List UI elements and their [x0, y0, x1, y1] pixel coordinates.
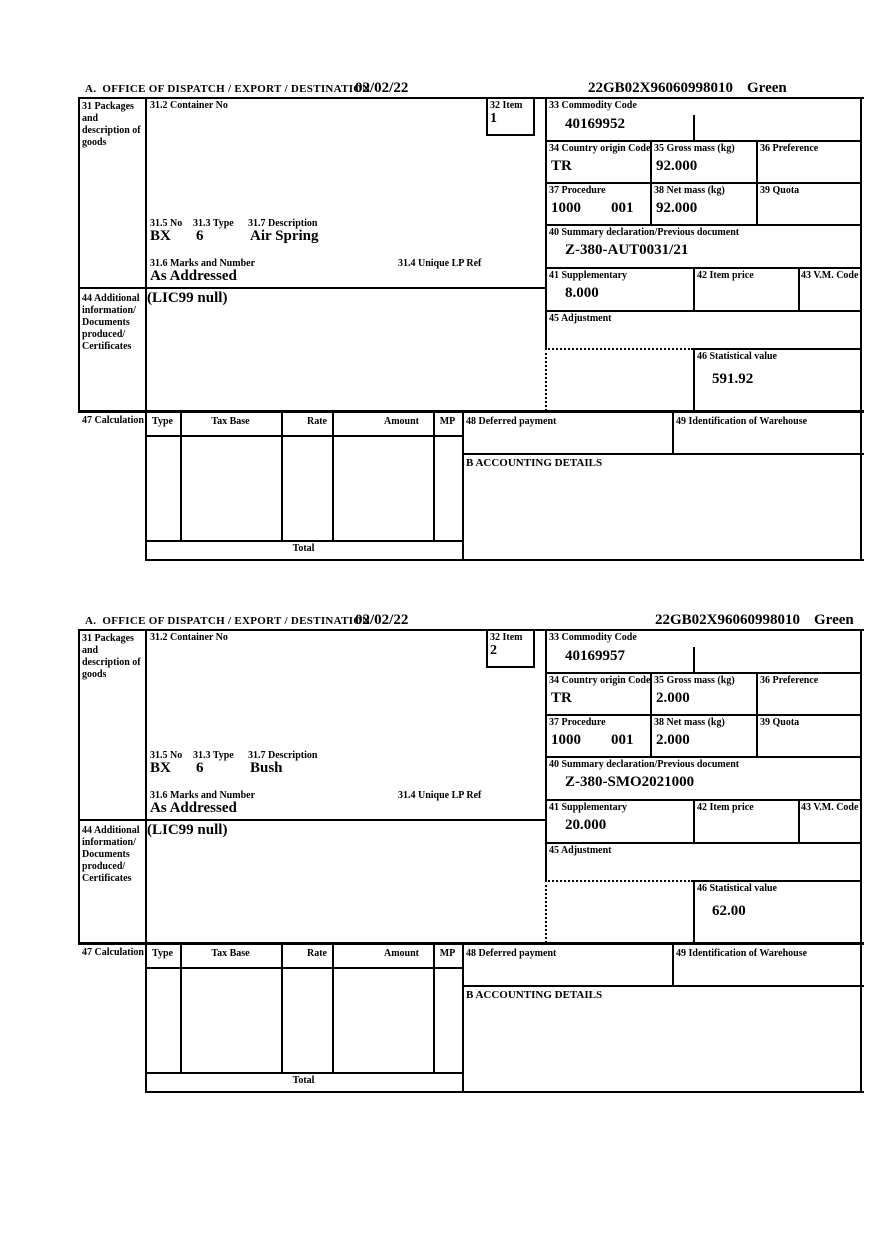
divider-line	[145, 559, 864, 561]
label-accounting-details: B ACCOUNTING DETAILS	[466, 457, 603, 469]
label-net-mass: 38 Net mass (kg)	[654, 185, 725, 196]
label-item: 32 Item	[490, 100, 523, 111]
divider-line	[672, 412, 674, 453]
label-calculation: 47 Calculation	[82, 947, 144, 958]
divider-line	[78, 287, 545, 289]
label-marks-number: 31.6 Marks and Number	[150, 258, 256, 269]
divider-line	[78, 629, 80, 944]
divider-line	[78, 942, 864, 945]
divider-line	[462, 453, 864, 455]
commodity-code-value: 40169952	[565, 116, 625, 132]
label-item-price: 42 Item price	[697, 270, 754, 281]
label-container-no: 31.2 Container No	[150, 632, 228, 643]
divider-line	[145, 540, 464, 542]
divider-line	[281, 944, 283, 1072]
label-preference: 36 Preference	[760, 143, 819, 154]
divider-line	[145, 967, 464, 969]
column-header-rate: Rate	[307, 416, 327, 427]
previous-document-value: Z-380-AUT0031/21	[565, 242, 689, 258]
divider-line	[145, 1091, 864, 1093]
divider-line	[78, 410, 864, 413]
divider-line	[798, 799, 800, 842]
routing-status: Green	[747, 80, 787, 96]
label-quota: 39 Quota	[760, 185, 800, 196]
label-procedure: 37 Procedure	[549, 185, 606, 196]
label-commodity-code: 33 Commodity Code	[549, 100, 637, 111]
label-vm-code: 43 V.M. Code	[801, 802, 859, 813]
mrn-number: 22GB02X96060998010	[655, 612, 801, 628]
label-commodity-code: 33 Commodity Code	[549, 632, 637, 643]
label-marks-number: 31.6 Marks and Number	[150, 790, 256, 801]
office-of-dispatch-title: A. OFFICE OF DISPATCH / EXPORT / DESTINATION	[85, 615, 371, 627]
divider-line	[545, 97, 547, 348]
divider-line	[756, 672, 758, 756]
divider-line	[78, 819, 545, 821]
divider-line	[693, 348, 695, 411]
divider-line	[433, 412, 435, 540]
supplementary-value: 20.000	[565, 817, 607, 833]
divider-line	[486, 629, 488, 666]
divider-line	[145, 97, 147, 561]
net-mass-value: 92.000	[656, 200, 698, 216]
divider-line	[145, 1072, 464, 1074]
column-header-tax-base: Tax Base	[211, 416, 250, 427]
label-net-mass: 38 Net mass (kg)	[654, 717, 725, 728]
procedure-value: 1000	[551, 732, 581, 748]
label-adjustment: 45 Adjustment	[549, 313, 612, 324]
dotted-divider-line	[545, 348, 547, 411]
label-procedure: 37 Procedure	[549, 717, 606, 728]
label-country-origin: 34 Country origin Code	[549, 143, 651, 154]
divider-line	[545, 140, 862, 142]
divider-line	[533, 97, 535, 134]
statistical-value: 62.00	[712, 903, 746, 919]
movement-reference	[655, 612, 854, 629]
label-supplementary: 41 Supplementary	[549, 802, 628, 813]
divider-line	[332, 944, 334, 1072]
net-mass-value: 2.000	[656, 732, 690, 748]
divider-line	[545, 842, 862, 844]
label-package-no: 31.5 No	[150, 218, 183, 229]
column-header-rate: Rate	[307, 948, 327, 959]
column-header-amount: Amount	[383, 948, 419, 959]
declaration-date: 02/02/22	[355, 80, 409, 96]
divider-line	[462, 985, 864, 987]
column-header-mp: MP	[439, 416, 456, 427]
gross-mass-value: 2.000	[656, 690, 690, 706]
divider-line	[545, 182, 862, 184]
package-type-value: 6	[196, 228, 204, 244]
statistical-value: 591.92	[712, 371, 754, 387]
goods-description-value: Bush	[250, 760, 283, 776]
label-description: 31.7 Description	[248, 218, 318, 229]
column-header-tax-base: Tax Base	[211, 948, 250, 959]
label-warehouse-id: 49 Identification of Warehouse	[676, 416, 808, 427]
goods-description-value: Air Spring	[250, 228, 319, 244]
divider-line	[78, 97, 864, 99]
divider-line	[860, 97, 862, 561]
divider-line	[462, 412, 464, 560]
divider-line	[545, 714, 862, 716]
label-package-no: 31.5 No	[150, 750, 183, 761]
label-preference: 36 Preference	[760, 675, 819, 686]
dotted-divider-line	[545, 880, 693, 882]
commodity-code-divider	[693, 115, 695, 140]
divider-line	[693, 880, 862, 882]
declaration-section-item-1	[0, 80, 882, 565]
commodity-code-value: 40169957	[565, 648, 625, 664]
divider-line	[545, 756, 862, 758]
additional-information-value: (LIC99 null)	[147, 822, 228, 838]
divider-line	[145, 435, 464, 437]
label-item: 32 Item	[490, 632, 523, 643]
additional-information-value: (LIC99 null)	[147, 290, 228, 306]
routing-status: Green	[814, 612, 854, 628]
label-container-no: 31.2 Container No	[150, 100, 228, 111]
office-of-dispatch-title: A. OFFICE OF DISPATCH / EXPORT / DESTINATION	[85, 83, 371, 95]
label-item-price: 42 Item price	[697, 802, 754, 813]
divider-line	[693, 880, 695, 943]
label-gross-mass: 35 Gross mass (kg)	[654, 143, 735, 154]
package-no-value: BX	[150, 760, 171, 776]
package-no-value: BX	[150, 228, 171, 244]
gross-mass-value: 92.000	[656, 158, 698, 174]
divider-line	[486, 134, 535, 136]
marks-number-value: As Addressed	[150, 800, 237, 816]
label-deferred-payment: 48 Deferred payment	[466, 948, 557, 959]
commodity-code-divider	[693, 647, 695, 672]
label-deferred-payment: 48 Deferred payment	[466, 416, 557, 427]
column-header-mp: MP	[439, 948, 456, 959]
label-package-type: 31.3 Type	[193, 218, 234, 229]
mrn-number: 22GB02X96060998010	[588, 80, 734, 96]
declaration-section-item-2	[0, 612, 882, 1097]
label-quota: 39 Quota	[760, 717, 800, 728]
label-calculation: 47 Calculation	[82, 415, 144, 426]
country-origin-value: TR	[551, 690, 572, 706]
divider-line	[332, 412, 334, 540]
divider-line	[693, 799, 695, 842]
label-vm-code: 43 V.M. Code	[801, 270, 859, 281]
country-origin-value: TR	[551, 158, 572, 174]
dotted-divider-line	[545, 348, 693, 350]
divider-line	[545, 310, 862, 312]
divider-line	[545, 672, 862, 674]
item-number-value: 1	[490, 111, 497, 126]
divider-line	[798, 267, 800, 310]
divider-line	[180, 944, 182, 1072]
divider-line	[145, 629, 147, 1093]
label-packages-description: 31 Packages and description of goods	[82, 101, 141, 148]
procedure-value-2: 001	[611, 200, 634, 216]
label-statistical-value: 46 Statistical value	[697, 883, 777, 894]
label-packages-description: 31 Packages and description of goods	[82, 633, 141, 680]
divider-line	[486, 666, 535, 668]
divider-line	[672, 944, 674, 985]
item-number-value: 2	[490, 643, 497, 658]
dotted-divider-line	[545, 880, 547, 943]
column-header-type: Type	[152, 948, 173, 959]
procedure-value: 1000	[551, 200, 581, 216]
label-country-origin: 34 Country origin Code	[549, 675, 651, 686]
divider-line	[860, 629, 862, 1093]
label-warehouse-id: 49 Identification of Warehouse	[676, 948, 808, 959]
declaration-date: 02/02/22	[355, 612, 409, 628]
divider-line	[545, 799, 862, 801]
label-gross-mass: 35 Gross mass (kg)	[654, 675, 735, 686]
column-header-amount: Amount	[383, 416, 419, 427]
divider-line	[545, 267, 862, 269]
divider-line	[462, 944, 464, 1092]
divider-line	[78, 97, 80, 412]
divider-line	[545, 629, 547, 880]
divider-line	[545, 224, 862, 226]
divider-line	[281, 412, 283, 540]
package-type-value: 6	[196, 760, 204, 776]
divider-line	[533, 629, 535, 666]
divider-line	[486, 97, 488, 134]
label-statistical-value: 46 Statistical value	[697, 351, 777, 362]
label-description: 31.7 Description	[248, 750, 318, 761]
divider-line	[433, 944, 435, 1072]
label-unique-lp-ref: 31.4 Unique LP Ref	[398, 790, 482, 801]
divider-line	[693, 267, 695, 310]
divider-line	[180, 412, 182, 540]
divider-line	[78, 629, 864, 631]
supplementary-value: 8.000	[565, 285, 599, 301]
previous-document-value: Z-380-SMO2021000	[565, 774, 695, 790]
movement-reference	[588, 80, 787, 97]
label-adjustment: 45 Adjustment	[549, 845, 612, 856]
label-unique-lp-ref: 31.4 Unique LP Ref	[398, 258, 482, 269]
label-summary-declaration: 40 Summary declaration/Previous document	[549, 759, 740, 770]
marks-number-value: As Addressed	[150, 268, 237, 284]
label-package-type: 31.3 Type	[193, 750, 234, 761]
label-supplementary: 41 Supplementary	[549, 270, 628, 281]
divider-line	[756, 140, 758, 224]
label-additional-information: 44 Additional information/ Documents produced/ Certificates	[82, 293, 140, 352]
label-additional-information: 44 Additional information/ Documents produced/ Certificates	[82, 825, 140, 884]
divider-line	[693, 348, 862, 350]
label-accounting-details: B ACCOUNTING DETAILS	[466, 989, 603, 1001]
label-total: Total	[292, 543, 315, 554]
column-header-type: Type	[152, 416, 173, 427]
procedure-value-2: 001	[611, 732, 634, 748]
label-summary-declaration: 40 Summary declaration/Previous document	[549, 227, 740, 238]
label-total: Total	[292, 1075, 315, 1086]
